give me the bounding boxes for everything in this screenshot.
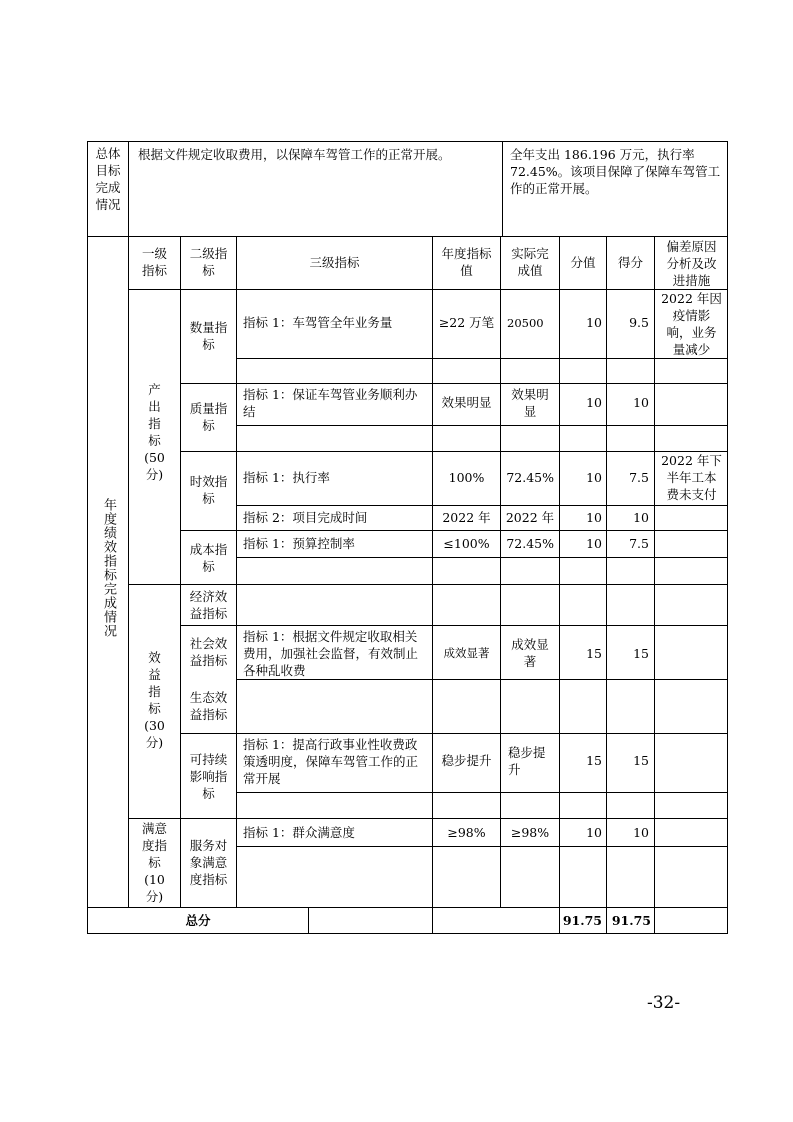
indicator-name: 指标 2：项目完成时间 bbox=[243, 510, 368, 525]
summary-result-text: 全年支出 186.196 万元，执行率 72.45%。该项目保障了保障车驾管工 作的正常开展。 bbox=[510, 147, 721, 196]
indicator-name: 指标 1：群众满意度 bbox=[243, 825, 355, 840]
category-cost: 成本指 标 bbox=[189, 542, 228, 574]
header-level3: 三级指标 bbox=[309, 255, 360, 270]
indicator-target: 2022 年 bbox=[442, 510, 491, 525]
indicator-actual: 效果明 显 bbox=[511, 387, 549, 419]
indicator-score: 10 bbox=[586, 825, 602, 840]
indicator-actual: 2022 年 bbox=[505, 510, 555, 525]
indicator-score: 10 bbox=[586, 510, 602, 525]
summary-goal-text: 根据文件规定收取费用，以保障车驾管工作的正常开展。 bbox=[138, 147, 451, 162]
group-output: 产 出 指 标 (50 分) bbox=[144, 382, 165, 482]
indicator-score: 10 bbox=[586, 536, 602, 551]
indicator-got: 15 bbox=[633, 753, 649, 768]
indicator-score: 15 bbox=[586, 646, 602, 661]
page-number: -32- bbox=[647, 993, 681, 1013]
indicator-name: 指标 1：车驾管全年业务量 bbox=[243, 315, 393, 330]
indicator-name: 指标 1：根据文件规定收取相关 费用，加强社会监督，有效制止 各种乱收费 bbox=[243, 629, 419, 678]
indicator-name: 指标 1：执行率 bbox=[243, 470, 330, 485]
category-sustainable: 可持续 影响指 标 bbox=[189, 752, 228, 801]
indicator-score: 10 bbox=[586, 315, 602, 330]
group-benefit: 效 益 指 标 (30 分) bbox=[144, 650, 165, 750]
indicator-target: ≥98% bbox=[447, 825, 486, 840]
indicator-target: ≥22 万笔 bbox=[438, 315, 495, 330]
category-quantity: 数量指 标 bbox=[189, 320, 228, 352]
category-service: 服务对 象满意 度指标 bbox=[189, 838, 228, 887]
indicator-reason: 2022 年因 疫情影 响，业务 量减少 bbox=[661, 291, 722, 357]
header-target: 年度指标 值 bbox=[441, 246, 492, 278]
category-economic: 经济效 益指标 bbox=[189, 589, 228, 621]
category-timeliness: 时效指 标 bbox=[189, 474, 228, 506]
indicator-got: 9.5 bbox=[629, 315, 649, 330]
total-got: 91.75 bbox=[611, 913, 651, 928]
header-reason: 偏差原因 分析及改 进措施 bbox=[666, 239, 717, 288]
indicator-name: 指标 1：提高行政事业性收费政 策透明度，保障车驾管工作的正 常开展 bbox=[243, 737, 419, 786]
category-ecological: 生态效 益指标 bbox=[189, 690, 228, 722]
indicator-got: 7.5 bbox=[629, 536, 649, 551]
indicator-actual: 稳步提 升 bbox=[508, 745, 546, 777]
indicator-reason: 2022 年下 半年工本 费未支付 bbox=[661, 453, 722, 502]
indicator-score: 15 bbox=[586, 753, 602, 768]
indicator-got: 10 bbox=[633, 395, 649, 410]
indicator-target: 成效显著 bbox=[443, 646, 490, 660]
indicator-target: 稳步提升 bbox=[441, 753, 492, 768]
indicator-got: 10 bbox=[633, 825, 649, 840]
indicator-target: 100% bbox=[448, 470, 485, 485]
indicator-name: 指标 1：预算控制率 bbox=[243, 536, 355, 551]
header-actual: 实际完 成值 bbox=[511, 246, 549, 278]
total-label: 总分 bbox=[185, 913, 211, 928]
section-label: 年度绩效指标完成情况 bbox=[101, 498, 116, 638]
indicator-name: 指标 1：保证车驾管业务顺利办 结 bbox=[243, 387, 418, 419]
total-score: 91.75 bbox=[562, 913, 602, 928]
indicator-actual: 72.45% bbox=[506, 536, 554, 551]
indicator-got: 10 bbox=[633, 510, 649, 525]
indicator-actual: 72.45% bbox=[506, 470, 554, 485]
summary-label: 总体 目标 完成 情况 bbox=[95, 146, 121, 212]
header-level1: 一级 指标 bbox=[141, 246, 167, 278]
indicator-actual: 20500 bbox=[507, 316, 544, 330]
category-quality: 质量指 标 bbox=[189, 401, 228, 433]
header-level2: 二级指 标 bbox=[189, 246, 228, 278]
indicator-got: 7.5 bbox=[629, 470, 649, 485]
header-score: 分值 bbox=[570, 255, 596, 270]
indicator-target: 效果明显 bbox=[441, 395, 492, 410]
indicator-got: 15 bbox=[633, 646, 649, 661]
category-social: 社会效 益指标 bbox=[189, 636, 228, 668]
indicator-score: 10 bbox=[586, 470, 602, 485]
indicator-actual: 成效显 著 bbox=[511, 637, 549, 669]
indicator-actual: ≥98% bbox=[510, 825, 550, 840]
indicator-score: 10 bbox=[586, 395, 602, 410]
header-got: 得分 bbox=[617, 255, 643, 270]
group-satisfaction: 满意 度指 标 (10 分) bbox=[141, 821, 167, 904]
indicator-target: ≤100% bbox=[443, 536, 490, 551]
